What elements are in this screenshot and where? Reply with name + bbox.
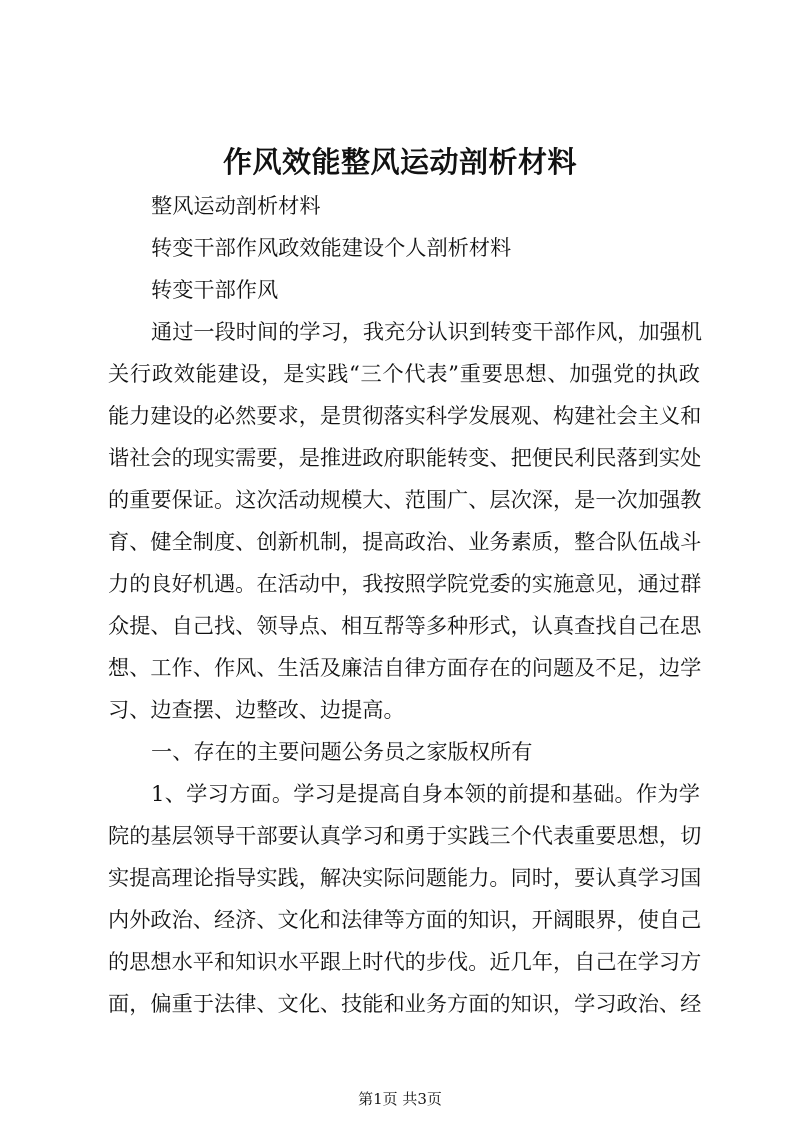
paragraph-line: 力的良好机遇。在活动中，我按照学院党委的实施意见，通过群 <box>108 571 702 596</box>
paragraph-line: 想、工作、作风、生活及廉洁自律方面存在的问题及不足，边学 <box>108 655 702 680</box>
paragraph-line: 的重要保证。这次活动规模大、范围广、层次深，是一次加强教 <box>108 487 702 512</box>
heading-line: 整风运动剖析材料 <box>151 193 321 218</box>
paragraph-line: 面，偏重于法律、文化、技能和业务方面的知识，学习政治、经 <box>108 991 702 1016</box>
section-heading: 一、存在的主要问题公务员之家版权所有 <box>151 739 533 764</box>
paragraph-line: 谐社会的现实需要，是推进政府职能转变、把便民利民落到实处 <box>108 445 702 470</box>
paragraph-line: 内外政治、经济、文化和法律等方面的知识，开阔眼界，使自己 <box>108 907 702 932</box>
heading-line: 转变干部作风政效能建设个人剖析材料 <box>151 235 512 260</box>
paragraph-line: 众提、自己找、领导点、相互帮等多种形式，认真查找自己在思 <box>108 613 702 638</box>
page-footer: 第1页 共3页 <box>358 1090 442 1108</box>
paragraph-line: 育、健全制度、创新机制，提高政治、业务素质，整合队伍战斗 <box>108 529 702 554</box>
paragraph-line: 院的基层领导干部要认真学习和勇于实践三个代表重要思想，切 <box>108 823 702 848</box>
document-title: 作风效能整风运动剖析材料 <box>222 145 577 179</box>
paragraph-line: 的思想水平和知识水平跟上时代的步伐。近几年，自己在学习方 <box>108 949 702 974</box>
paragraph-line: 关行政效能建设，是实践“三个代表”重要思想、加强党的执政 <box>108 361 700 386</box>
paragraph-line: 习、边查摆、边整改、边提高。 <box>108 697 405 722</box>
paragraph-line: 能力建设的必然要求，是贯彻落实科学发展观、构建社会主义和 <box>108 403 702 428</box>
paragraph-line: 通过一段时间的学习，我充分认识到转变干部作风，加强机 <box>151 319 702 344</box>
paragraph-line: 1、学习方面。学习是提高自身本领的前提和基础。作为学 <box>151 781 700 806</box>
heading-line: 转变干部作风 <box>151 277 279 302</box>
paragraph-line: 实提高理论指导实践，解决实际问题能力。同时，要认真学习国 <box>108 865 702 890</box>
